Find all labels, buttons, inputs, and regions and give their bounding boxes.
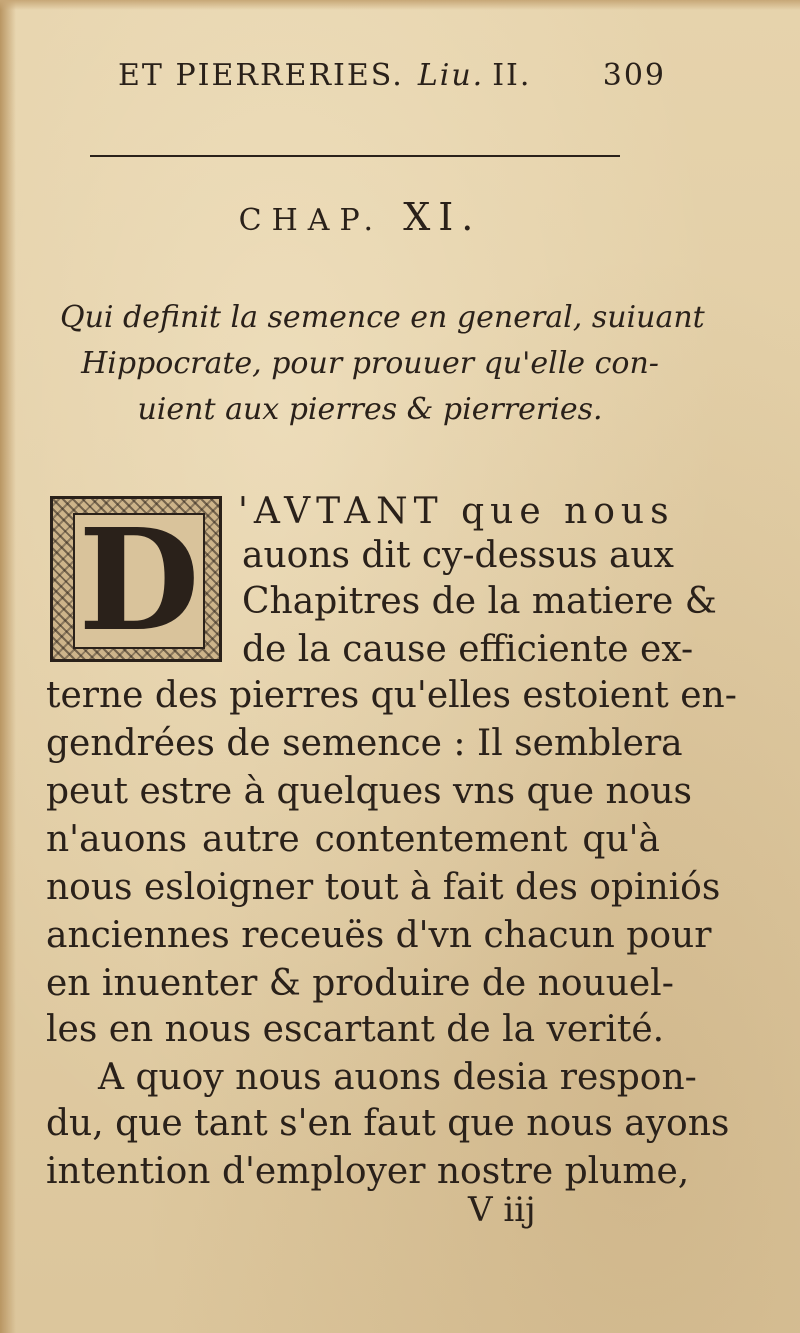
signature-mark: V iij [468,1190,536,1230]
page-number: 309 [602,58,666,93]
drop-cap-panel [73,499,205,663]
text-line: nous esloigner tout à fait des opiniós [46,867,721,908]
text-line: anciennes receuës d'vn chacun pour [46,915,712,956]
text-line: A quoy nous auons desia respon- [98,1057,697,1098]
summary-line: Qui definit la semence en general, suiuant [60,300,705,335]
summary-line: uient aux pierres & pierreries. [137,392,603,427]
ornamental-drop-cap [50,496,222,662]
text-line: 'AVTANT que nous [238,491,675,532]
header-rule [90,155,620,157]
text-line: n'auons autre contentement qu'à [46,819,660,860]
drop-cap-letter: D [78,499,200,663]
chapter-label: CHAP. [238,203,384,238]
text-line: du, que tant s'en faut que nous ayons [46,1103,730,1144]
text-line: gendrées de semence : Il semblera [46,723,683,764]
text-line: intention d'employer nostre plume, [46,1151,690,1192]
running-head-book-number: II. [492,58,532,93]
text-line: terne des pierres qu'elles estoient en- [46,675,737,716]
running-head-title: ET PIERRERIES. [118,58,404,93]
chapter-heading [0,195,720,239]
text-line: en inuenter & produire de nouuel- [46,963,674,1004]
text-line: peut estre à quelques vns que nous [46,771,692,812]
summary-line: Hippocrate, pour prouuer qu'elle con- [81,346,659,381]
text-line: les en nous escartant de la verité. [46,1009,665,1050]
chapter-number: XI. [403,195,482,239]
page-top-shadow [0,0,800,10]
text-line: auons dit cy-dessus aux [242,535,674,576]
running-head [118,58,678,98]
text-line: de la cause efficiente ex- [242,629,694,670]
chapter-summary [60,295,705,445]
running-head-book-label: Liu. [417,58,485,93]
text-line: Chapitres de la matiere & [242,581,717,622]
